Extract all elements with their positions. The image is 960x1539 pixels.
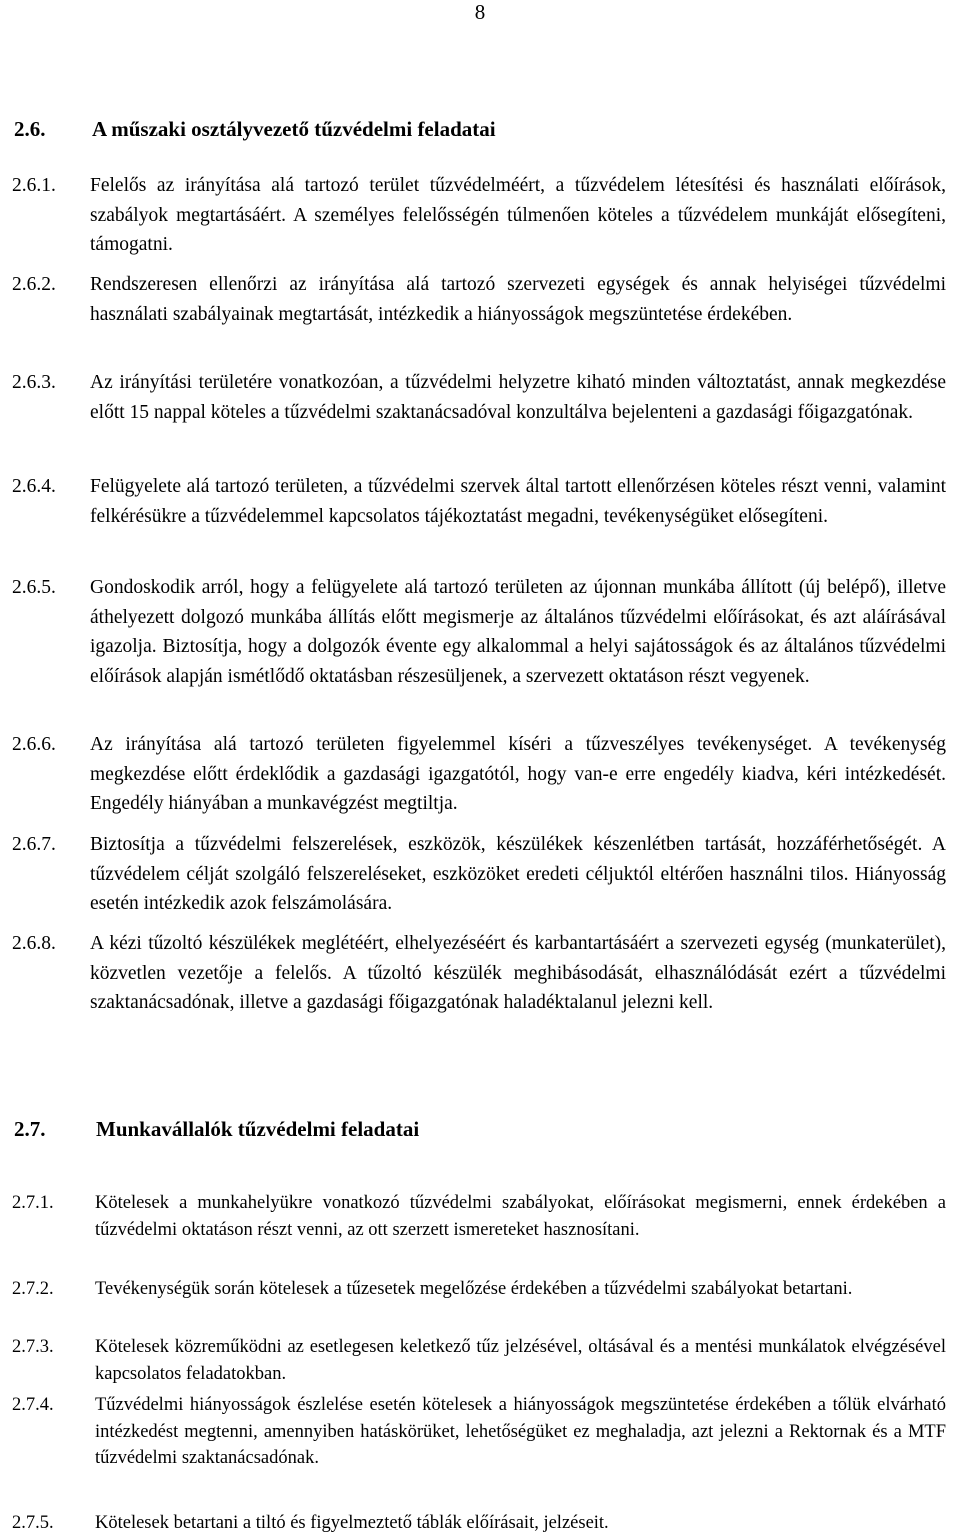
paragraph-number: 2.6.3. bbox=[12, 372, 56, 393]
paragraph-text: Gondoskodik arról, hogy a felügyelete alá tartozó területen az újonnan munkába állított (új belépő), illetve áthelyezett dolgozó munkába állítás előtt megismerje az általános tűzvédelmi előírásokat, és azt aláírásával igazolja. Biztosítja, hogy a dolgozók évente egy alkalommal a helyi sajátosságok és az általános tűzvédelmi előírások alapján ismétlődő oktatásban részesüljenek, a szervezett oktatáson részt vegyenek. bbox=[90, 577, 946, 687]
paragraph-text: Felügyelete alá tartozó területen, a tűzvédelmi szervek által tartott ellenőrzésen köteles részt venni, valamint felkérésükre a tűzvédelemmel kapcsolatos tájékoztatást megadni, tevékenységüket elősegíteni. bbox=[90, 476, 946, 527]
page-number: 8 bbox=[474, 0, 486, 24]
paragraph-number: 2.7.4. bbox=[12, 1395, 54, 1415]
paragraph-text: A kézi tűzoltó készülékek meglétéért, elhelyezéséért és karbantartásáért a szervezeti egység (munkaterület), közvetlen vezetője a felelős. A tűzoltó készülék meghibásodását, elhasználódását ezért a tűzvédelmi szaktanácsadónak, illetve a gazdasági főigazgatónak haladéktalanul jelezni kell. bbox=[90, 933, 946, 1013]
section-number: 2.6. bbox=[14, 117, 46, 141]
paragraph-number: 2.6.2. bbox=[12, 274, 56, 295]
paragraph-number: 2.7.2. bbox=[12, 1279, 54, 1299]
paragraph-text: Biztosítja a tűzvédelmi felszerelések, eszközök, készülékek készenlétben tartását, hozzáférhetőségét. A tűzvédelem célját szolgáló felszereléseket, eszközöket eredeti céljuktól eltérően használni tilos. Hiányosság esetén intézkedik azok felszámolására. bbox=[90, 834, 946, 914]
paragraph-number: 2.7.3. bbox=[12, 1337, 54, 1357]
paragraph-text: Az irányítása alá tartozó területen figyelemmel kíséri a tűzveszélyes tevékenységet. A tevékenység megkezdése előtt érdeklődik a gazdasági igazgatótól, hogy van-e erre engedély kiadva, kéri intézkedését. Engedély hiányában a munkavégzést megtiltja. bbox=[90, 734, 946, 814]
paragraph-text: Kötelesek közreműködni az esetlegesen keletkező tűz jelzésével, oltásával és a mentési munkálatok elvégzésével kapcsolatos feladatokban. bbox=[95, 1337, 946, 1384]
section-number: 2.7. bbox=[14, 1117, 46, 1141]
paragraph-text: Kötelesek a munkahelyükre vonatkozó tűzvédelmi szabályokat, előírásokat megismerni, ennek érdekében a tűzvédelmi oktatáson részt venni, az ott szerzett ismereteket hasznosítani. bbox=[95, 1193, 946, 1240]
paragraph-number: 2.7.1. bbox=[12, 1193, 54, 1213]
paragraph-number: 2.6.5. bbox=[12, 577, 56, 598]
paragraph-number: 2.6.4. bbox=[12, 476, 56, 497]
paragraph-text: Tűzvédelmi hiányosságok észlelése esetén kötelesek a hiányosságok megszüntetése érdekében a tőlük elvárható intézkedést megtenni, amennyiben hatáskörüket, lehetőségüket ez meghaladja, azt jelezni a Rektornak és a MTF tűzvédelmi szaktanácsadónak. bbox=[95, 1395, 946, 1469]
section-title: Munkavállalók tűzvédelmi feladatai bbox=[96, 1117, 420, 1141]
paragraph-number: 2.6.8. bbox=[12, 933, 56, 954]
paragraph-number: 2.6.6. bbox=[12, 734, 56, 755]
paragraph-text: Tevékenységük során kötelesek a tűzesetek megelőzése érdekében a tűzvédelmi szabályokat betartani. bbox=[95, 1279, 853, 1299]
paragraph-text: Rendszeresen ellenőrzi az irányítása alá tartozó szervezeti egységek és annak helyiségei tűzvédelmi használati szabályainak megtartását, intézkedik a hiányosságok megszüntetése érdekében. bbox=[90, 274, 946, 325]
paragraph-number: 2.6.1. bbox=[12, 175, 56, 196]
paragraph-number: 2.6.7. bbox=[12, 834, 56, 855]
paragraph-text: Az irányítási területére vonatkozóan, a tűzvédelmi helyzetre kiható minden változtatást, annak megkezdése előtt 15 nappal köteles a tűzvédelmi szaktanácsadóval konzultálva bejelenteni a gazdasági főigazgatónak. bbox=[90, 372, 946, 423]
paragraph-text: Kötelesek betartani a tiltó és figyelmeztető táblák előírásait, jelzéseit. bbox=[95, 1513, 609, 1533]
paragraph-number: 2.7.5. bbox=[12, 1513, 54, 1533]
paragraph-text: Felelős az irányítása alá tartozó terület tűzvédelméért, a tűzvédelem létesítési és használati előírások, szabályok megtartásáért. A személyes felelősségén túlmenően köteles a tűzvédelem munkáját elősegíteni, támogatni. bbox=[90, 175, 946, 255]
section-title: A műszaki osztályvezető tűzvédelmi feladatai bbox=[92, 117, 496, 141]
